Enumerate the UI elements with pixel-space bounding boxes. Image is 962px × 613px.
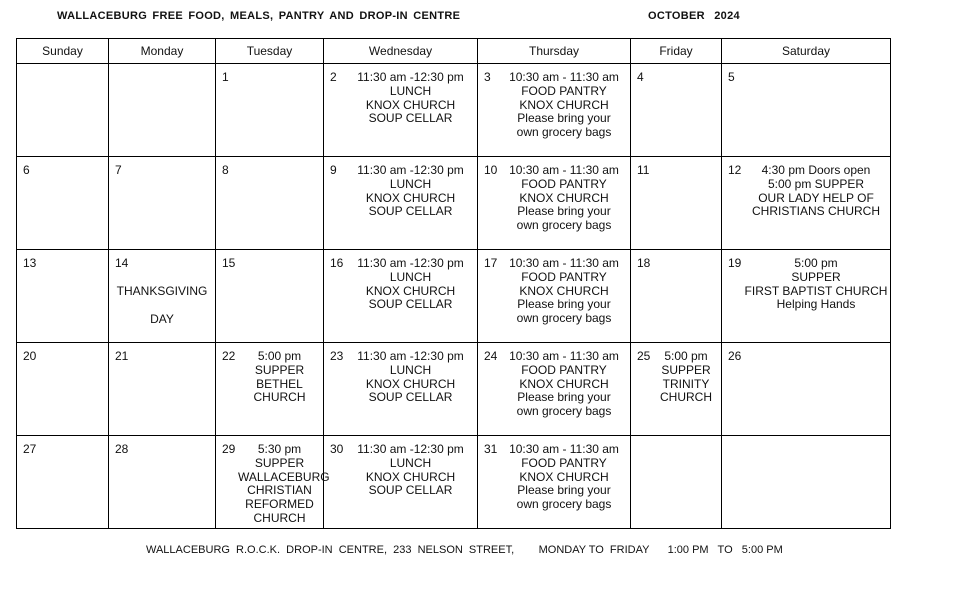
event-details xyxy=(238,350,321,405)
calendar-week-row xyxy=(17,343,891,436)
event-line: 11:30 am -12:30 pm xyxy=(357,70,464,84)
calendar-day-cell xyxy=(216,250,324,343)
event-line: KNOX CHURCH xyxy=(365,469,456,484)
event-line: Helping Hands xyxy=(776,297,856,312)
event-line: 5:00 pm xyxy=(257,349,302,363)
day-number: 3 xyxy=(484,70,491,84)
calendar-day-cell xyxy=(631,250,722,343)
event-line: 10:30 am - 11:30 am xyxy=(509,256,619,270)
calendar-day-cell xyxy=(17,157,109,250)
event-line: LUNCH xyxy=(389,176,432,191)
calendar-day-cell xyxy=(17,343,109,436)
day-number: 4 xyxy=(637,70,644,84)
calendar-day-cell xyxy=(109,250,216,343)
event-line: KNOX CHURCH xyxy=(519,469,609,484)
event-line: Please bring your xyxy=(517,483,611,498)
calendar-day-cell xyxy=(631,436,722,529)
event-line: KNOX CHURCH xyxy=(519,190,609,205)
event-details xyxy=(500,164,628,233)
event-line: SUPPER xyxy=(661,362,711,377)
day-number: 9 xyxy=(330,163,337,177)
event-line: FOOD PANTRY xyxy=(521,269,607,284)
calendar-day-cell xyxy=(478,64,631,157)
event-details xyxy=(346,350,475,405)
event-details xyxy=(744,164,888,219)
weekday-friday: Friday xyxy=(631,39,722,64)
event-line: own grocery bags xyxy=(516,404,612,419)
calendar-day-cell xyxy=(478,436,631,529)
event-line: own grocery bags xyxy=(516,125,612,140)
calendar-week-row xyxy=(17,250,891,343)
day-number: 22 xyxy=(222,349,236,363)
weekday-sunday: Sunday xyxy=(17,39,109,64)
footer xyxy=(146,544,783,556)
event-line: own grocery bags xyxy=(516,311,612,326)
day-number: 15 xyxy=(222,256,236,270)
day-number: 12 xyxy=(728,163,742,177)
event-line: SOUP CELLAR xyxy=(368,204,453,219)
event-line: 5:30 pm xyxy=(257,442,302,456)
calendar-day-cell xyxy=(109,436,216,529)
event-line: 11:30 am -12:30 pm xyxy=(357,349,464,363)
day-number: 29 xyxy=(222,442,236,456)
day-number: 10 xyxy=(484,163,498,177)
event-line: KNOX CHURCH xyxy=(365,97,456,112)
event-details xyxy=(500,71,628,140)
event-line: 5:00 pm xyxy=(664,349,708,363)
event-line: Please bring your xyxy=(517,390,611,405)
event-line: SUPPER xyxy=(254,362,305,377)
calendar-day-cell xyxy=(109,157,216,250)
event-line: FOOD PANTRY xyxy=(521,455,607,470)
calendar-day-cell xyxy=(17,250,109,343)
event-line: LUNCH xyxy=(389,455,432,470)
event-line: KNOX CHURCH xyxy=(365,376,456,391)
event-line: 10:30 am - 11:30 am xyxy=(509,70,619,84)
calendar-day-cell xyxy=(722,250,891,343)
event-details xyxy=(500,257,628,326)
event-line: SOUP CELLAR xyxy=(368,390,453,405)
holiday-line: THANKSGIVING xyxy=(116,284,208,298)
weekday-monday: Monday xyxy=(109,39,216,64)
calendar-day-cell xyxy=(722,157,891,250)
event-line: Please bring your xyxy=(517,111,611,126)
event-line: FOOD PANTRY xyxy=(521,176,607,191)
day-number: 26 xyxy=(728,349,742,363)
footer-location: WALLACEBURG R.O.C.K. DROP-IN CENTRE, 233 NELSON STREET, xyxy=(146,544,515,556)
calendar-day-cell xyxy=(216,436,330,529)
event-line: 10:30 am - 11:30 am xyxy=(509,349,619,363)
calendar-day-cell xyxy=(631,64,722,157)
event-details xyxy=(500,443,628,512)
day-number: 11 xyxy=(637,163,650,177)
footer-days: MONDAY TO FRIDAY xyxy=(538,544,650,556)
event-line: 11:30 am -12:30 pm xyxy=(357,256,464,270)
page-title: WALLACEBURG FREE FOOD, MEALS, PANTRY AND DROP-IN CENTRE xyxy=(57,10,461,22)
day-number: 13 xyxy=(23,256,37,270)
calendar-day-cell xyxy=(109,64,216,157)
event-line: KNOX CHURCH xyxy=(519,376,609,391)
calendar-week-row xyxy=(17,157,891,250)
calendar-day-cell xyxy=(17,436,109,529)
event-line: 10:30 am - 11:30 am xyxy=(509,163,619,177)
day-number: 5 xyxy=(728,70,735,84)
event-line: CHURCH xyxy=(253,510,306,525)
event-line: LUNCH xyxy=(389,362,432,377)
event-line: 5:00 pm xyxy=(794,256,838,270)
event-line: KNOX CHURCH xyxy=(365,190,456,205)
event-line: BETHEL xyxy=(256,376,303,391)
event-details xyxy=(500,350,628,419)
calendar-day-cell xyxy=(216,64,324,157)
day-number: 2 xyxy=(330,70,337,84)
event-details xyxy=(238,442,330,526)
event-line: KNOX CHURCH xyxy=(519,283,609,298)
event-line: FIRST BAPTIST CHURCH xyxy=(744,283,888,298)
holiday-line: DAY xyxy=(150,311,174,326)
day-number: 8 xyxy=(222,163,229,177)
calendar-day-cell xyxy=(109,343,216,436)
calendar-day-cell xyxy=(722,343,891,436)
day-number: 7 xyxy=(115,163,122,177)
calendar-day-cell xyxy=(324,436,478,529)
event-line: 4:30 pm Doors open xyxy=(761,163,871,177)
day-number: 31 xyxy=(484,442,498,456)
day-number: 20 xyxy=(23,349,37,363)
calendar-day-cell xyxy=(722,436,891,529)
event-line: FOOD PANTRY xyxy=(521,362,607,377)
calendar-day-cell xyxy=(216,157,324,250)
day-number: 14 xyxy=(115,256,129,270)
calendar-table xyxy=(16,38,891,529)
event-line: SOUP CELLAR xyxy=(368,297,453,312)
weekday-wednesday: Wednesday xyxy=(324,39,478,64)
calendar-day-cell xyxy=(478,250,631,343)
calendar-day-cell xyxy=(17,64,109,157)
calendar-day-cell xyxy=(478,343,631,436)
event-line: SOUP CELLAR xyxy=(368,111,453,126)
weekday-saturday: Saturday xyxy=(722,39,891,64)
day-number: 30 xyxy=(330,442,344,456)
calendar-day-cell xyxy=(478,157,631,250)
day-number: 6 xyxy=(23,163,30,177)
event-line: CHRISTIAN xyxy=(247,483,312,498)
event-line: Please bring your xyxy=(517,297,611,312)
holiday-label xyxy=(109,285,215,326)
footer-hours: 1:00 PM TO 5:00 PM xyxy=(667,544,783,556)
event-line: 11:30 am -12:30 pm xyxy=(357,442,464,456)
day-number: 28 xyxy=(115,442,129,456)
day-number: 18 xyxy=(637,256,651,270)
event-line: OUR LADY HELP OF xyxy=(758,190,874,205)
calendar-week-row xyxy=(17,436,891,529)
weekday-header-row xyxy=(17,39,891,64)
day-number: 27 xyxy=(23,442,37,456)
event-line: WALLACEBURG xyxy=(238,469,330,484)
calendar-day-cell xyxy=(324,64,478,157)
day-number: 16 xyxy=(330,256,344,270)
event-line: CHRISTIANS CHURCH xyxy=(751,204,880,219)
day-number: 19 xyxy=(728,256,742,270)
day-number: 17 xyxy=(484,256,498,270)
event-line: LUNCH xyxy=(389,269,432,284)
event-line: FOOD PANTRY xyxy=(521,83,607,98)
event-line: own grocery bags xyxy=(516,497,612,512)
calendar-day-cell xyxy=(722,64,891,157)
event-details xyxy=(346,443,475,498)
event-details xyxy=(744,257,888,312)
event-details xyxy=(346,164,475,219)
event-details xyxy=(346,71,475,126)
event-line: SUPPER xyxy=(791,269,841,284)
event-line: REFORMED xyxy=(245,497,314,512)
day-number: 21 xyxy=(115,349,129,363)
event-line: SUPPER xyxy=(254,455,305,470)
event-line: 10:30 am - 11:30 am xyxy=(509,442,619,456)
calendar-day-cell xyxy=(324,343,478,436)
event-line: 5:00 pm SUPPER xyxy=(767,176,865,191)
weekday-thursday: Thursday xyxy=(478,39,631,64)
event-line: LUNCH xyxy=(389,83,432,98)
event-line: TRINITY xyxy=(662,376,710,391)
event-details xyxy=(653,350,719,405)
event-line: Please bring your xyxy=(517,204,611,219)
calendar-month: OCTOBER 2024 xyxy=(648,10,740,22)
event-line: CHURCH xyxy=(660,390,712,405)
calendar-day-cell xyxy=(216,343,324,436)
calendar-day-cell xyxy=(631,157,722,250)
event-line: KNOX CHURCH xyxy=(365,283,456,298)
calendar-week-row xyxy=(17,64,891,157)
day-number: 1 xyxy=(222,70,229,84)
calendar-day-cell xyxy=(631,343,722,436)
event-line: own grocery bags xyxy=(516,218,612,233)
calendar-day-cell xyxy=(324,157,478,250)
event-line: SOUP CELLAR xyxy=(368,483,453,498)
day-number: 24 xyxy=(484,349,498,363)
event-details xyxy=(346,257,475,312)
calendar-day-cell xyxy=(324,250,478,343)
event-line: KNOX CHURCH xyxy=(519,97,609,112)
day-number: 23 xyxy=(330,349,344,363)
event-line: CHURCH xyxy=(253,390,306,405)
event-line: 11:30 am -12:30 pm xyxy=(357,163,464,177)
day-number: 25 xyxy=(637,349,651,363)
weekday-tuesday: Tuesday xyxy=(216,39,324,64)
